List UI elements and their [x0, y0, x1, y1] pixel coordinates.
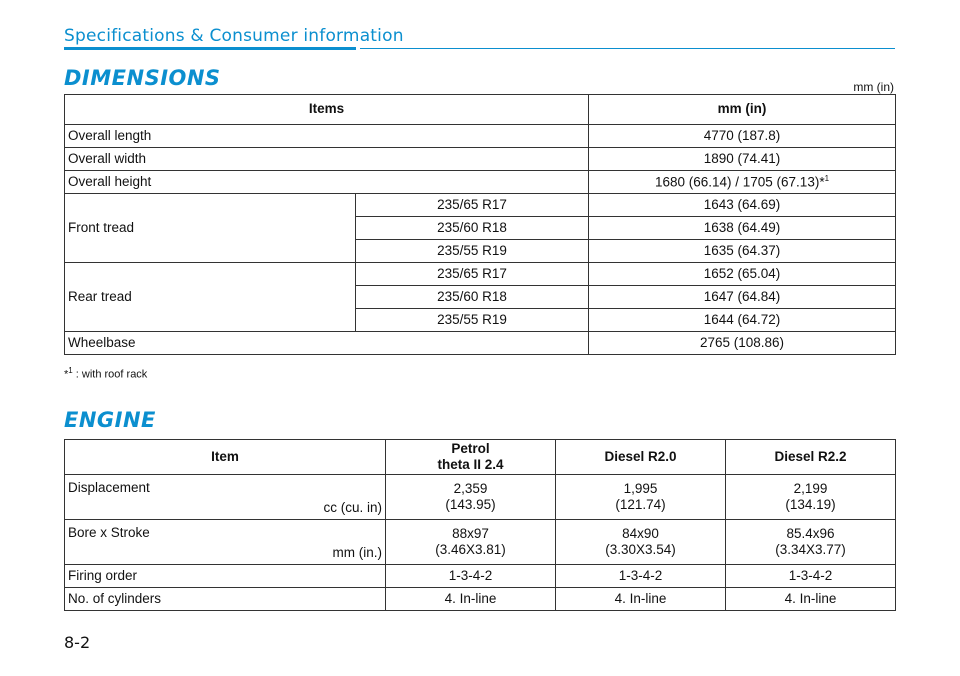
table-row: [65, 171, 896, 194]
row-value: 1638 (64.49): [589, 217, 896, 240]
tire-size: 235/60 R18: [356, 286, 589, 309]
row-label: Front tread: [65, 194, 356, 263]
dimensions-title: DIMENSIONS: [64, 66, 221, 90]
value-d22: 1-3-4-2: [726, 565, 896, 588]
table-header-row: [65, 440, 896, 475]
header-items: Items: [65, 95, 589, 125]
header-diesel-r22: Diesel R2.2: [726, 440, 896, 475]
row-value: 2765 (108.86): [589, 332, 896, 355]
tire-size: 235/55 R19: [356, 240, 589, 263]
value-petrol: 1-3-4-2: [386, 565, 556, 588]
row-value: 4770 (187.8): [589, 125, 896, 148]
value-d22: [726, 520, 896, 565]
row-label-cell: [65, 475, 386, 520]
row-label: Displacement: [68, 480, 150, 495]
dimensions-footnote: [64, 366, 147, 381]
value-text: 1680 (66.14) / 1705 (67.13)*: [654, 174, 825, 190]
header-petrol: [386, 440, 556, 475]
value-line: 85.4x96: [786, 525, 835, 541]
table-row: [65, 332, 896, 355]
value-petrol: 4. In-line: [386, 588, 556, 611]
page-number: 8-2: [64, 633, 91, 652]
row-label: Wheelbase: [65, 332, 589, 355]
row-value: 1890 (74.41): [589, 148, 896, 171]
footnote-number: 1: [68, 366, 73, 375]
value-line: (3.46X3.81): [435, 542, 506, 557]
header-petrol-line2: theta II 2.4: [437, 457, 504, 472]
value-line: 2,359: [453, 480, 488, 496]
engine-title: ENGINE: [64, 408, 156, 432]
value-line: 84x90: [622, 525, 659, 541]
section-header: Specifications & Consumer information: [64, 26, 404, 46]
table-row: [65, 263, 896, 286]
row-label: Bore x Stroke: [68, 525, 150, 540]
tire-size: 235/65 R17: [356, 263, 589, 286]
row-unit: mm (in.): [332, 545, 382, 560]
table-row: [65, 520, 896, 565]
value-d22: [726, 475, 896, 520]
row-value: 1643 (64.69): [589, 194, 896, 217]
value-line: 2,199: [793, 480, 828, 496]
row-label: Overall height: [65, 171, 589, 194]
table-header-row: [65, 95, 896, 125]
table-row: [65, 475, 896, 520]
header-mm-in: mm (in): [589, 95, 896, 125]
row-unit: cc (cu. in): [323, 500, 382, 515]
row-value: [589, 171, 896, 194]
value-petrol: [386, 475, 556, 520]
value-line: (3.34X3.77): [775, 542, 846, 557]
footnote-ref: 1: [824, 173, 830, 183]
row-label: Overall width: [65, 148, 589, 171]
table-row: [65, 148, 896, 171]
dimensions-unit-note: mm (in): [853, 80, 894, 94]
header-rule-thick: [64, 47, 356, 50]
value-d20: [556, 475, 726, 520]
engine-table: [64, 439, 896, 611]
tire-size: 235/65 R17: [356, 194, 589, 217]
table-row: [65, 588, 896, 611]
value-line: (121.74): [615, 497, 666, 512]
value-d22: 4. In-line: [726, 588, 896, 611]
value-d20: [556, 520, 726, 565]
tire-size: 235/60 R18: [356, 217, 589, 240]
row-label: Rear tread: [65, 263, 356, 332]
dimensions-table: [64, 94, 896, 355]
row-value: 1652 (65.04): [589, 263, 896, 286]
header-petrol-line1: Petrol: [451, 440, 490, 456]
row-label-cell: [65, 520, 386, 565]
footnote-text: : with roof rack: [72, 368, 148, 381]
row-label: Firing order: [65, 565, 386, 588]
row-value: 1644 (64.72): [589, 309, 896, 332]
row-value: 1647 (64.84): [589, 286, 896, 309]
footnote-mark: *: [64, 368, 69, 381]
row-label: No. of cylinders: [65, 588, 386, 611]
value-line: 88x97: [452, 525, 489, 541]
value-petrol: [386, 520, 556, 565]
header-diesel-r20: Diesel R2.0: [556, 440, 726, 475]
value-d20: 4. In-line: [556, 588, 726, 611]
header-rule-thin: [360, 48, 895, 49]
table-row: [65, 565, 896, 588]
value-line: (134.19): [785, 497, 836, 512]
row-label: Overall length: [65, 125, 589, 148]
tire-size: 235/55 R19: [356, 309, 589, 332]
table-row: [65, 194, 896, 217]
table-row: [65, 125, 896, 148]
value-d20: 1-3-4-2: [556, 565, 726, 588]
value-line: (3.30X3.54): [605, 542, 676, 557]
row-value: 1635 (64.37): [589, 240, 896, 263]
header-item: Item: [65, 440, 386, 475]
value-line: 1,995: [623, 480, 658, 496]
value-line: (143.95): [445, 497, 496, 512]
